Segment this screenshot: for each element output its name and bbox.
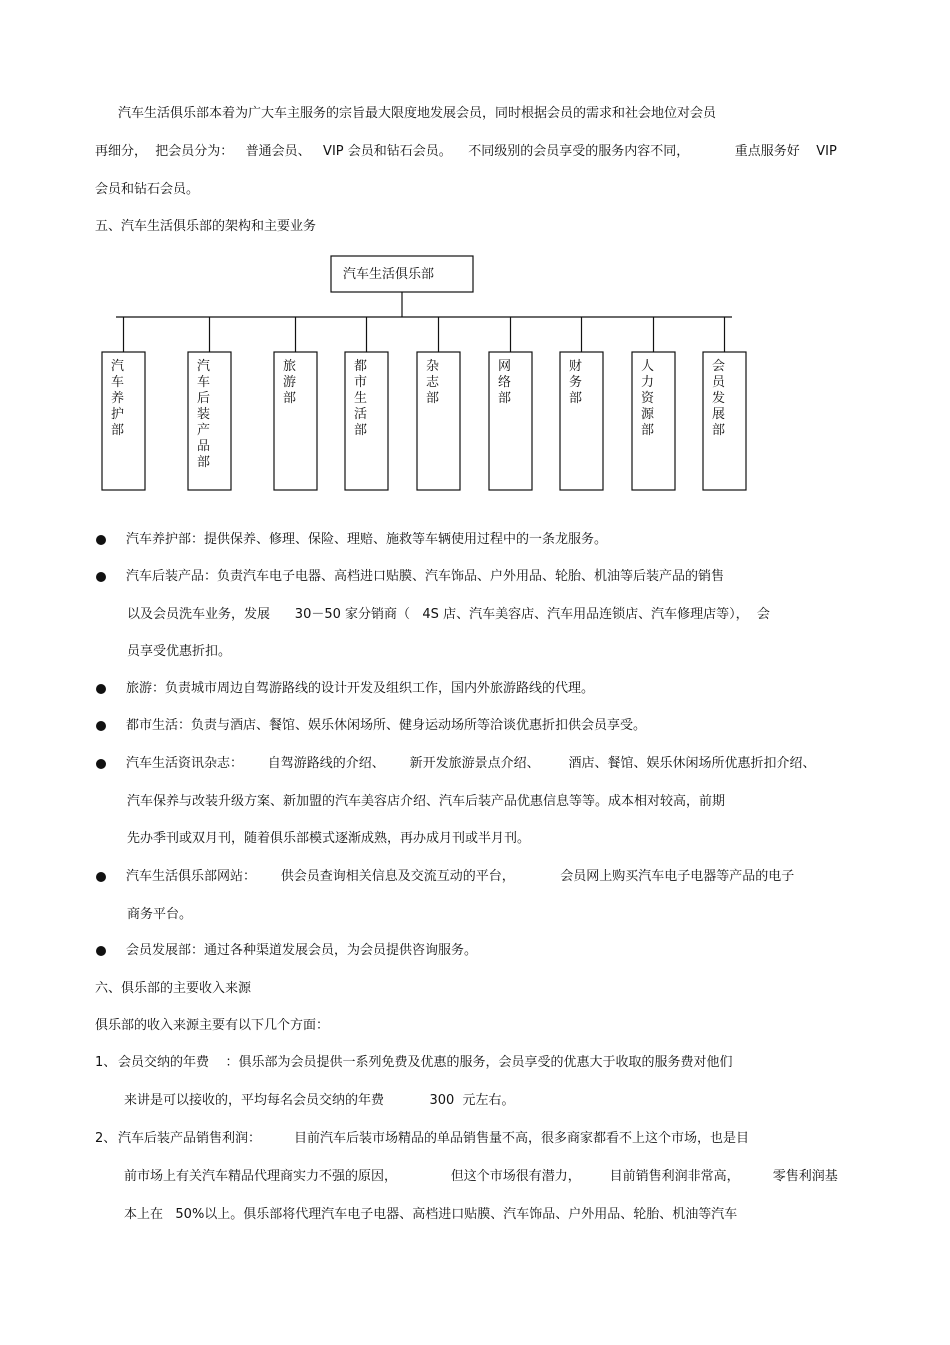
income-item-number: 2、 [95, 1131, 117, 1146]
bullet-text-line: 以及会员洗车业务，发展 30－50 家分销商（ 4S 店、汽车美容店、汽车用品连锁店、汽车修理店等）， 会 [127, 606, 770, 622]
bullet-icon [96, 759, 106, 769]
bullet-icon [96, 572, 106, 582]
bullet-icon [96, 721, 106, 731]
org-root-label: 汽车生活俱乐部 [343, 267, 435, 282]
income-item-line: 会员交纳的年费 ：俱乐部为会员提供一系列免费及优惠的服务，会员享受的优惠大于收取的服务费对他们 [118, 1055, 733, 1070]
bullet-text-line: 汽车养护部：提供保养、修理、保险、理赔、施救等车辆使用过程中的一条龙服务。 [126, 532, 608, 547]
income-item-number: 1、 [95, 1055, 117, 1070]
intro-line-1: 汽车生活俱乐部本着为广大车主服务的宗旨最大限度地发展会员，同时根据会员的需求和社会地位对会员 [118, 106, 717, 121]
section-5-heading: 五、汽车生活俱乐部的架构和主要业务 [95, 219, 317, 234]
bullet-icon [96, 535, 106, 545]
dept-label: 汽车后装产品部 [197, 359, 211, 470]
dept-label: 都市生活部 [354, 359, 368, 438]
bullet-text-line: 旅游：负责城市周边自驾游路线的设计开发及组织工作，国内外旅游路线的代理。 [126, 681, 595, 696]
bullet-text-line: 商务平台。 [127, 906, 193, 922]
dept-label: 杂志部 [426, 359, 440, 406]
income-item-line: 本上在 50%以上。俱乐部将代理汽车电子电器、高档进口贴膜、汽车饰品、户外用品、轮胎、机油等汽车 [124, 1207, 738, 1222]
intro-line-2: 再细分， 把会员分为： 普通会员、 VIP 会员和钻石会员。 不同级别的会员享受的服务内容不同， 重点服务好 VIP [95, 144, 837, 159]
bullet-icon [96, 684, 106, 694]
bullet-text-line: 都市生活：负责与酒店、餐馆、娱乐休闲场所、健身运动场所等洽谈优惠折扣供会员享受。 [126, 718, 647, 733]
bullet-text-line: 员享受优惠折扣。 [127, 644, 232, 659]
dept-label: 汽车养护部 [111, 359, 125, 438]
bullet-text-line: 汽车保养与改装升级方案、新加盟的汽车美容店介绍、汽车后装产品优惠信息等等。成本相对较高，前期 [127, 793, 726, 809]
dept-label: 旅游部 [283, 359, 297, 406]
income-item-line: 来讲是可以接收的，平均每名会员交纳的年费 300 元左右。 [124, 1093, 515, 1108]
bullet-icon [96, 946, 106, 956]
section-6-intro: 俱乐部的收入来源主要有以下几个方面： [95, 1018, 330, 1033]
bullet-text-line: 会员发展部：通过各种渠道发展会员，为会员提供咨询服务。 [126, 943, 478, 958]
bullet-icon [96, 872, 106, 882]
intro-line-3: 会员和钻石会员。 [95, 182, 200, 197]
dept-label: 网络部 [498, 359, 512, 406]
section-6-heading: 六、俱乐部的主要收入来源 [95, 981, 252, 996]
org-chart [0, 0, 950, 500]
income-item-line: 前市场上有关汽车精品代理商实力不强的原因， 但这个市场很有潜力， 目前销售利润非常高， 零售利润基 [124, 1169, 838, 1184]
bullet-text-line: 汽车后装产品：负责汽车电子电器、高档进口贴膜、汽车饰品、户外用品、轮胎、机油等后装产品的销售 [126, 569, 725, 584]
dept-label: 人力资源部 [641, 359, 655, 438]
bullet-text-line: 汽车生活资讯杂志： 自驾游路线的介绍、 新开发旅游景点介绍、 酒店、餐馆、娱乐休闲场所优惠折扣介绍、 [126, 756, 816, 771]
department-group [102, 317, 746, 490]
bullet-text-line: 汽车生活俱乐部网站： 供会员查询相关信息及交流互动的平台， 会员网上购买汽车电子电器等产品的电子 [126, 869, 795, 884]
dept-label: 财务部 [569, 359, 583, 406]
income-item-line: 汽车后装产品销售利润： 目前汽车后装市场精品的单品销售量不高，很多商家都看不上这个市场，也是目 [118, 1131, 750, 1146]
bullet-text-line: 先办季刊或双月刊，随着俱乐部模式逐渐成熟，再办成月刊或半月刊。 [127, 831, 531, 846]
dept-label: 会员发展部 [712, 359, 726, 438]
